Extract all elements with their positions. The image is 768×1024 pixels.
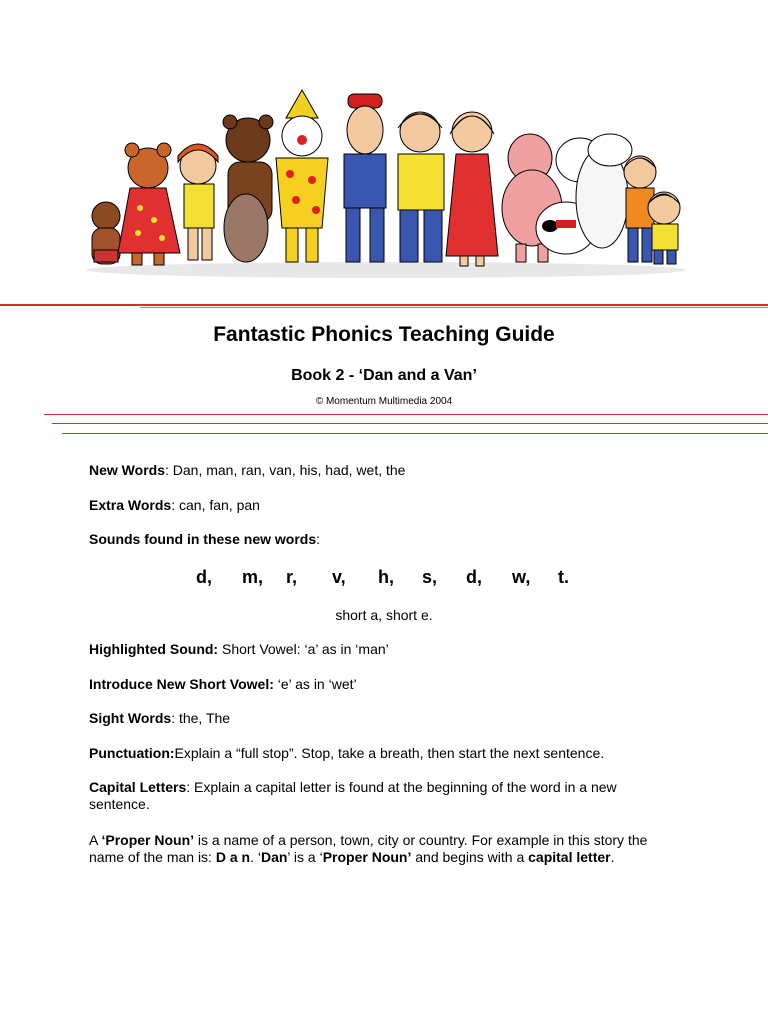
proper-noun-paragraph	[89, 832, 679, 866]
cartoon-characters-banner	[80, 88, 692, 280]
extra-words-label: Extra Words	[89, 497, 172, 513]
proper-noun-text: and begins with a	[411, 849, 529, 865]
punctuation-label: Punctuation:	[89, 745, 175, 761]
page-subtitle: Book 2 - ‘Dan and a Van’	[291, 367, 477, 384]
sight-words-text: : the, The	[171, 710, 231, 726]
sound-item: d,	[196, 567, 212, 587]
sight-words-label: Sight Words	[89, 710, 172, 726]
spelled-name: D a n	[215, 849, 251, 865]
red-divider-top	[0, 304, 768, 306]
page-title: Fantastic Phonics Teaching Guide	[213, 323, 555, 346]
small-bear-figure	[92, 202, 120, 264]
sounds-heading-label: Sounds found in these new words	[89, 531, 317, 547]
copyright-notice: © Momentum Multimedia 2004	[315, 396, 453, 407]
proper-noun-term: ‘Proper Noun’	[101, 832, 195, 848]
woman-red-dress-figure	[446, 112, 498, 266]
extra-words-line	[89, 497, 679, 514]
red-divider-1	[44, 414, 768, 415]
name-dan: Dan	[260, 849, 288, 865]
sounds-note: short a, short e.	[335, 607, 433, 623]
sight-words-line	[89, 710, 679, 727]
capital-letters-label: Capital Letters	[89, 779, 187, 795]
new-short-vowel-line	[89, 676, 679, 693]
highlighted-sound-text: Short Vowel: ‘a’ as in ‘man’	[218, 641, 389, 657]
new-words-text: : Dan, man, ran, van, his, had, wet, the	[164, 462, 406, 478]
sound-item: t.	[558, 567, 569, 587]
red-divider-top-thin	[140, 307, 768, 308]
sounds-list	[196, 567, 596, 589]
new-short-vowel-label: Introduce New Short Vowel:	[89, 676, 274, 692]
farmer-figure	[344, 94, 386, 262]
new-short-vowel-text: ‘e’ as in ‘wet’	[273, 676, 357, 692]
capital-letters-text: : Explain a capital letter is found at the beginning of the word in a new sentence.	[89, 779, 617, 812]
sounds-heading-line	[89, 531, 679, 548]
capital-letters-paragraph	[89, 779, 671, 813]
new-words-line	[89, 462, 679, 479]
highlighted-sound-line	[89, 641, 679, 658]
sound-item: d,	[466, 567, 482, 587]
sound-item: r,	[286, 567, 298, 587]
proper-noun-text: is a name of a person, town, city or country. For example in this story the name of the man is:	[89, 832, 648, 865]
proper-noun-text: A	[89, 832, 102, 848]
proper-noun-term: Proper Noun’	[322, 849, 412, 865]
sound-item: s,	[422, 567, 438, 587]
girl-bear-figure	[118, 143, 180, 265]
sound-item: m,	[242, 567, 264, 587]
proper-noun-text: ’ is a ‘	[287, 849, 323, 865]
man-yellow-shirt-figure	[398, 112, 444, 262]
punctuation-text: Explain a “full stop”. Stop, take a breath, then start the next sentence.	[174, 745, 605, 761]
proper-noun-text: .	[610, 849, 615, 865]
girl-yellow-figure	[178, 144, 218, 260]
extra-words-text: : can, fan, pan	[171, 497, 260, 513]
highlighted-sound-label: Highlighted Sound:	[89, 641, 219, 657]
sound-item: v,	[332, 567, 346, 587]
punctuation-line	[89, 745, 679, 762]
new-words-label: New Words	[89, 462, 165, 478]
sound-item: w,	[512, 567, 531, 587]
small-boy-figure	[648, 192, 680, 264]
red-divider-2	[52, 423, 768, 424]
brown-bear-figure	[223, 115, 273, 262]
red-divider-3	[62, 433, 768, 434]
proper-noun-text: . ‘	[250, 849, 261, 865]
capital-letter-term: capital letter	[528, 849, 611, 865]
sounds-heading-text: :	[316, 531, 321, 547]
sound-item: h,	[378, 567, 394, 587]
clown-figure	[276, 90, 328, 262]
